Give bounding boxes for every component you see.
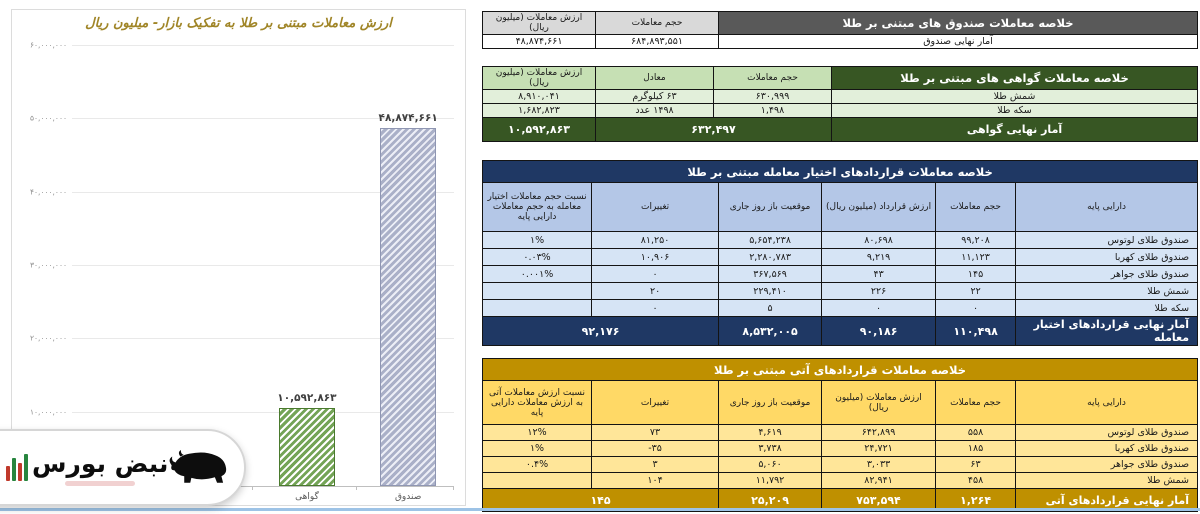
fund-summary-table bbox=[482, 11, 1198, 49]
table-row bbox=[483, 266, 1198, 283]
value-cell bbox=[483, 473, 592, 489]
bar-value-label: ۴۸,۸۷۴,۶۶۱ bbox=[378, 111, 438, 124]
column-header-row bbox=[483, 381, 1198, 425]
value-cell: ۷۳ bbox=[592, 425, 719, 441]
value-cell: ۵,۰۶۰ bbox=[719, 457, 822, 473]
value-cell: ۱۱,۱۲۳ bbox=[936, 249, 1016, 266]
column-header-underlying: دارایی پایه bbox=[1016, 183, 1198, 232]
table-title: خلاصه معاملات صندوق های مبتنی بر طلا bbox=[719, 12, 1198, 35]
table-title: خلاصه معاملات قراردادهای اختیار معامله مبتنی بر طلا bbox=[483, 161, 1198, 183]
value-cell: ۸۲,۹۴۱ bbox=[822, 473, 936, 489]
value-cell: ۹۹,۲۰۸ bbox=[936, 232, 1016, 249]
table-row bbox=[483, 457, 1198, 473]
value-cell: ۱,۴۹۸ bbox=[714, 104, 832, 118]
value-cell: ۰ bbox=[936, 300, 1016, 317]
value-cell: ۲۲۶ bbox=[822, 283, 936, 300]
table-row bbox=[483, 35, 1198, 49]
value-cell: ۱۰,۹۰۶ bbox=[592, 249, 719, 266]
value-cell: ۲۴,۷۲۱ bbox=[822, 441, 936, 457]
value-cell: ۳۶۷,۵۶۹ bbox=[719, 266, 822, 283]
footer-changes-total: ۹۲,۱۷۶ bbox=[483, 317, 719, 346]
footer-volume-total: ۱,۲۶۴ bbox=[936, 489, 1016, 512]
column-header-equivalent: معادل bbox=[596, 67, 714, 90]
footer-value-total: ۷۵۳,۵۹۴ bbox=[822, 489, 936, 512]
row-label-cell: صندوق طلای لوتوس bbox=[1016, 232, 1198, 249]
column-header-value: ارزش معاملات (میلیون ریال) bbox=[483, 67, 596, 90]
bar-certificate bbox=[279, 408, 335, 486]
value-cell: ۱۴۹۸ عدد bbox=[596, 104, 714, 118]
value-cell: ۰.۰۳% bbox=[483, 249, 592, 266]
value-cell: ۲۲۹,۴۱۰ bbox=[719, 283, 822, 300]
chart-plot bbox=[30, 40, 454, 502]
column-header-volume: حجم معاملات bbox=[936, 381, 1016, 425]
y-axis-tick-label: ۱۰,۰۰۰,۰۰۰ bbox=[30, 407, 67, 417]
column-header-ratio: نسبت حجم معاملات اختیار معامله به حجم معاملات دارایی پایه bbox=[483, 183, 592, 232]
value-cell: ۲۰ bbox=[592, 283, 719, 300]
value-cell: ۳ bbox=[592, 457, 719, 473]
x-axis-tick-mark bbox=[356, 486, 357, 490]
bull-logo-icon bbox=[164, 440, 230, 496]
y-axis-tick-label: ۳۰,۰۰۰,۰۰۰ bbox=[30, 260, 67, 270]
table-row bbox=[483, 232, 1198, 249]
value-cell: ۶۳۰,۹۹۹ bbox=[714, 90, 832, 104]
row-label-cell: صندوق طلای جواهر bbox=[1016, 266, 1198, 283]
footer-label: آمار نهایی قراردادهای اختیار معامله bbox=[1016, 317, 1198, 346]
value-cell: ۳,۷۳۸ bbox=[719, 441, 822, 457]
x-axis-tick-mark bbox=[252, 486, 253, 490]
table-row bbox=[483, 104, 1198, 118]
bar-value-label: ۱۰,۵۹۲,۸۶۳ bbox=[277, 392, 337, 405]
column-header-open-interest: موقعیت باز روز جاری bbox=[719, 381, 822, 425]
row-label-cell: شمش طلا bbox=[1016, 283, 1198, 300]
value-cell: ۶۴۲,۸۹۹ bbox=[822, 425, 936, 441]
value-cell: ۱۱,۷۹۲ bbox=[719, 473, 822, 489]
value-cell: ۹,۲۱۹ bbox=[822, 249, 936, 266]
value-cell: ۱,۶۸۲,۸۲۳ bbox=[483, 104, 596, 118]
value-cell: ۵۵۸ bbox=[936, 425, 1016, 441]
certificate-summary-table bbox=[482, 66, 1198, 142]
value-cell: ۱۲% bbox=[483, 425, 592, 441]
x-axis-tick-mark bbox=[453, 486, 454, 490]
table-title: خلاصه معاملات گواهی های مبتنی بر طلا bbox=[832, 67, 1198, 90]
value-cell: ۲,۲۸۰,۷۸۳ bbox=[719, 249, 822, 266]
row-label-cell: صندوق طلای جواهر bbox=[1016, 457, 1198, 473]
value-cell: ۶۳ bbox=[936, 457, 1016, 473]
y-axis-tick-label: ۵۰,۰۰۰,۰۰۰ bbox=[30, 113, 67, 123]
table-row bbox=[483, 283, 1198, 300]
chart-title: ارزش معاملات مبتنی بر طلا به تفکیک بازار- میلیون ریال bbox=[85, 16, 392, 31]
y-axis-tick-label: ۲۰,۰۰۰,۰۰۰ bbox=[30, 333, 67, 343]
brand-name: نبض بورس bbox=[32, 449, 169, 478]
column-header-volume: حجم معاملات bbox=[936, 183, 1016, 232]
footer-volume-total: ۱۱۰,۴۹۸ bbox=[936, 317, 1016, 346]
value-cell: ۶۸۴,۸۹۳,۵۵۱ bbox=[596, 35, 719, 49]
value-cell: ۴۵۸ bbox=[936, 473, 1016, 489]
table-row bbox=[483, 425, 1198, 441]
footer-volume-total: ۶۳۲,۴۹۷ bbox=[596, 118, 832, 142]
table-row bbox=[483, 249, 1198, 266]
value-cell: ۱۸۵ bbox=[936, 441, 1016, 457]
row-label-cell: آمار نهایی صندوق bbox=[719, 35, 1198, 49]
footer-label: آمار نهایی گواهی bbox=[832, 118, 1198, 142]
y-axis-tick-label: ۴۰,۰۰۰,۰۰۰ bbox=[30, 187, 67, 197]
footer-value-total: ۹۰,۱۸۶ bbox=[822, 317, 936, 346]
value-cell: ۴۸,۸۷۴,۶۶۱ bbox=[483, 35, 596, 49]
row-label-cell: صندوق طلای کهربا bbox=[1016, 441, 1198, 457]
brand-slogan-placeholder bbox=[65, 481, 135, 486]
column-header-volume: حجم معاملات bbox=[596, 12, 719, 35]
row-label-cell: شمش طلا bbox=[1016, 473, 1198, 489]
footer-value-total: ۱۰,۵۹۲,۸۶۳ bbox=[483, 118, 596, 142]
value-cell: ۰ bbox=[822, 300, 936, 317]
y-axis-tick-label: ۶۰,۰۰۰,۰۰۰ bbox=[30, 40, 67, 50]
column-header-volume: حجم معاملات bbox=[714, 67, 832, 90]
column-header-underlying: دارایی پایه bbox=[1016, 381, 1198, 425]
value-cell: ۳,۰۳۳ bbox=[822, 457, 936, 473]
value-cell: ۱% bbox=[483, 441, 592, 457]
value-cell: ۰ bbox=[592, 266, 719, 283]
value-cell: ۴,۶۱۹ bbox=[719, 425, 822, 441]
value-cell: ۵ bbox=[719, 300, 822, 317]
value-cell: ۱۴۵ bbox=[936, 266, 1016, 283]
row-label-cell: سکه طلا bbox=[832, 104, 1198, 118]
value-cell: ۰.۴% bbox=[483, 457, 592, 473]
value-cell: ۱۰۴ bbox=[592, 473, 719, 489]
table-row bbox=[483, 441, 1198, 457]
column-header-ratio: نسبت ارزش معاملات آتی به ارزش معاملات دارایی پایه bbox=[483, 381, 592, 425]
gridline bbox=[30, 40, 454, 50]
value-cell: ۶۳ کیلوگرم bbox=[596, 90, 714, 104]
column-header-value: ارزش معاملات (میلیون ریال) bbox=[483, 12, 596, 35]
footer-label: آمار نهایی قراردادهای آتی bbox=[1016, 489, 1198, 512]
column-header-changes: تغییرات bbox=[592, 381, 719, 425]
nabz-bourse-watermark bbox=[0, 429, 246, 506]
column-header-row bbox=[483, 183, 1198, 232]
table-row bbox=[483, 90, 1198, 104]
table-header-row bbox=[483, 12, 1198, 35]
row-label-cell: صندوق طلای کهربا bbox=[1016, 249, 1198, 266]
candlestick-icon bbox=[6, 454, 28, 481]
table-header-row bbox=[483, 161, 1198, 183]
value-cell: ۸,۹۱۰,۰۴۱ bbox=[483, 90, 596, 104]
footer-open-interest-total: ۲۵,۲۰۹ bbox=[719, 489, 822, 512]
column-header-open-interest: موقعیت باز روز جاری bbox=[719, 183, 822, 232]
footer-changes-total: ۱۴۵ bbox=[483, 489, 719, 512]
table-header-row bbox=[483, 359, 1198, 381]
page-bottom-divider bbox=[0, 508, 1200, 511]
footer-open-interest-total: ۸,۵۳۲,۰۰۵ bbox=[719, 317, 822, 346]
table-footer-row bbox=[483, 317, 1198, 346]
table-row bbox=[483, 300, 1198, 317]
bar-fund bbox=[380, 128, 436, 486]
table-footer-row bbox=[483, 118, 1198, 142]
x-axis-category-label: صندوق bbox=[394, 492, 422, 502]
value-cell: ۰ bbox=[592, 300, 719, 317]
x-axis-category-label: گواهی bbox=[295, 492, 319, 502]
futures-summary-table bbox=[482, 358, 1198, 512]
column-header-contract-value: ارزش قرارداد (میلیون ریال) bbox=[822, 183, 936, 232]
value-cell: ۸۱,۲۵۰ bbox=[592, 232, 719, 249]
value-cell: ۵,۶۵۴,۲۳۸ bbox=[719, 232, 822, 249]
table-title: خلاصه معاملات قراردادهای آتی مبتنی بر طلا bbox=[483, 359, 1198, 381]
value-cell bbox=[483, 283, 592, 300]
row-label-cell: صندوق طلای لوتوس bbox=[1016, 425, 1198, 441]
options-summary-table bbox=[482, 160, 1198, 346]
value-cell: ۱% bbox=[483, 232, 592, 249]
value-cell: ۸۰,۶۹۸ bbox=[822, 232, 936, 249]
value-cell: ۰.۰۰۱% bbox=[483, 266, 592, 283]
table-row bbox=[483, 473, 1198, 489]
value-cell: ۲۲ bbox=[936, 283, 1016, 300]
value-cell bbox=[483, 300, 592, 317]
table-header-row bbox=[483, 67, 1198, 90]
column-header-changes: تغییرات bbox=[592, 183, 719, 232]
value-cell: ۴۳ bbox=[822, 266, 936, 283]
column-header-trade-value: ارزش معاملات (میلیون ریال) bbox=[822, 381, 936, 425]
value-cell: -۳۵ bbox=[592, 441, 719, 457]
row-label-cell: شمش طلا bbox=[832, 90, 1198, 104]
row-label-cell: سکه طلا bbox=[1016, 300, 1198, 317]
